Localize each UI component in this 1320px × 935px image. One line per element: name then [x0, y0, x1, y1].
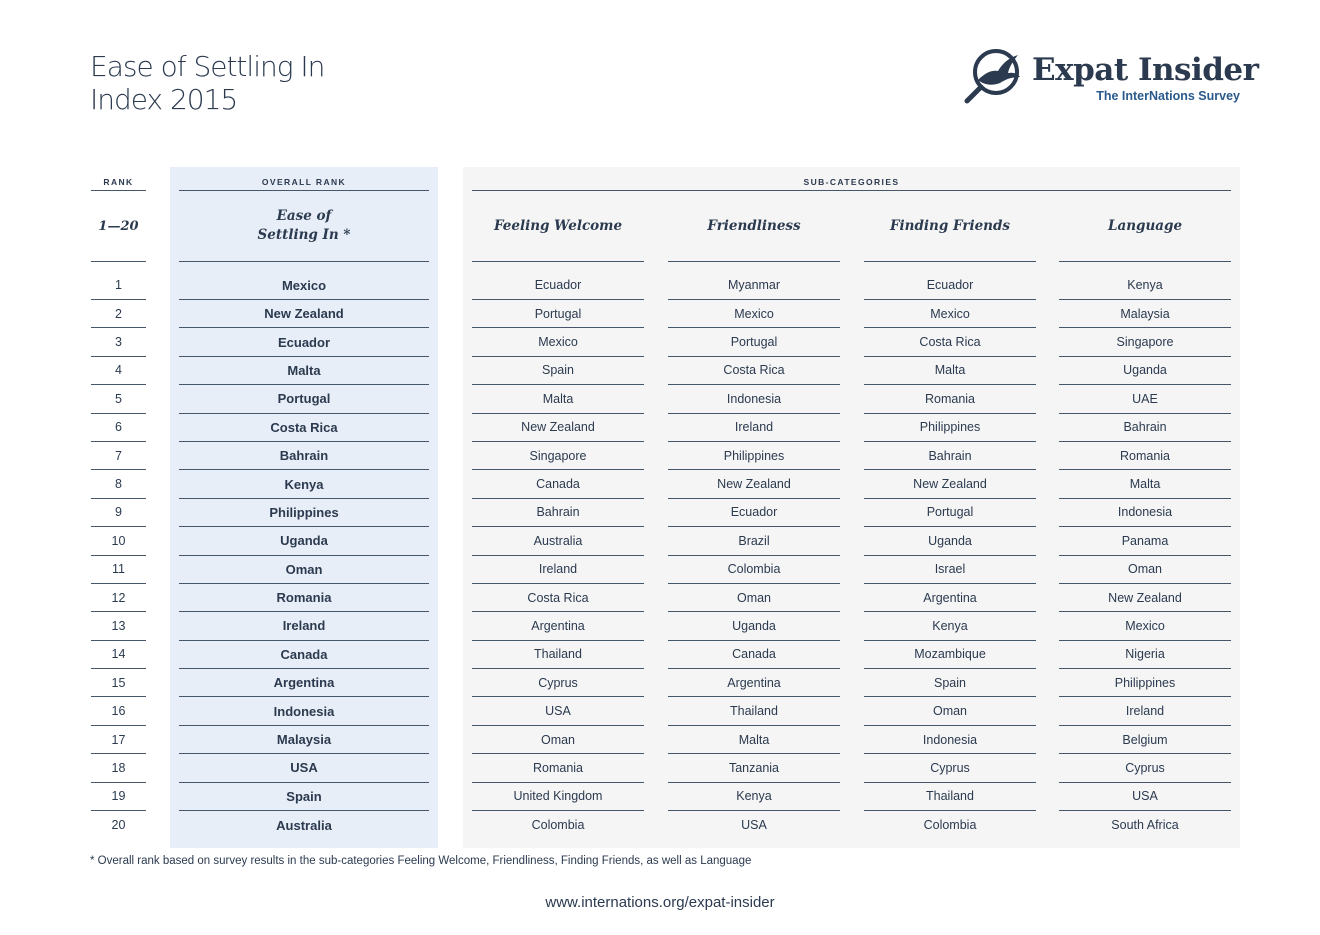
table-cell: 18 — [91, 754, 146, 782]
table-cell: Malaysia — [179, 726, 429, 754]
feeling-welcome-column — [472, 167, 644, 839]
overall-column — [179, 167, 429, 839]
table-cell: Thailand — [668, 697, 840, 725]
table-cell: Australia — [276, 817, 332, 833]
table-cell: Uganda — [668, 612, 840, 640]
table-cell: Portugal — [472, 300, 644, 328]
table-cell: Kenya — [179, 470, 429, 498]
table-cell: New Zealand — [864, 470, 1036, 498]
table-cell: Myanmar — [668, 271, 840, 300]
page-title-line1: Ease of Settling In — [90, 50, 325, 83]
table-cell: Spain — [179, 783, 429, 811]
table-cell: 12 — [91, 584, 146, 612]
table-cell: Canada — [179, 641, 429, 669]
table-cell: Portugal — [864, 499, 1036, 527]
table-cell: Costa Rica — [864, 328, 1036, 356]
table-cell: Costa Rica — [472, 584, 644, 612]
table-cell: 15 — [91, 669, 146, 697]
table-cell: Argentina — [179, 669, 429, 697]
table-cell: Uganda — [1059, 357, 1231, 385]
table-cell: 2 — [91, 300, 146, 328]
table-cell: Costa Rica — [179, 414, 429, 442]
table-cell: United Kingdom — [472, 783, 644, 811]
table-cell: Cyprus — [864, 754, 1036, 782]
table-cell: Mexico — [179, 271, 429, 300]
website-url[interactable]: www.internations.org/expat-insider — [545, 894, 775, 911]
table-cell: 5 — [91, 385, 146, 413]
table-cell: Argentina — [472, 612, 644, 640]
table-cell: Singapore — [472, 442, 644, 470]
language-rows — [1059, 262, 1231, 839]
table-cell: UAE — [1059, 385, 1231, 413]
table-cell: Mexico — [668, 300, 840, 328]
table-cell: 19 — [91, 783, 146, 811]
table-cell: Romania — [864, 385, 1036, 413]
table-cell: Ecuador — [179, 328, 429, 356]
table-cell: Costa Rica — [668, 357, 840, 385]
table-cell: Ireland — [472, 556, 644, 584]
table-cell: Ecuador — [668, 499, 840, 527]
rank-range: 1—20 — [91, 191, 146, 262]
table-cell: 6 — [91, 414, 146, 442]
overall-title-line2: Settling In * — [257, 227, 351, 243]
table-cell: Cyprus — [472, 669, 644, 697]
table-cell: Colombia — [531, 818, 585, 833]
overall-rows — [179, 262, 429, 839]
feeling-welcome-rows — [472, 262, 644, 839]
table-cell: Bahrain — [179, 442, 429, 470]
page-title-line2: Index 2015 — [90, 83, 238, 116]
friendliness-header: Friendliness — [668, 191, 840, 262]
table-cell: USA — [179, 754, 429, 782]
table-cell: 11 — [91, 556, 146, 584]
table-cell: Indonesia — [179, 697, 429, 725]
table-cell: Ireland — [1059, 697, 1231, 725]
table-cell: Malta — [864, 357, 1036, 385]
table-cell: Uganda — [864, 527, 1036, 555]
table-cell: Canada — [668, 641, 840, 669]
friendliness-rows — [668, 262, 840, 839]
table-cell: Bahrain — [864, 442, 1036, 470]
magnifier-bird-icon — [962, 46, 1026, 106]
table-cell: 1 — [91, 271, 146, 300]
table-cell: New Zealand — [472, 414, 644, 442]
table-cell: Colombia — [923, 818, 977, 833]
friendliness-column — [668, 167, 840, 839]
table-cell: 4 — [91, 357, 146, 385]
table-cell: Mexico — [1059, 612, 1231, 640]
table-cell: Brazil — [668, 527, 840, 555]
table-cell: Spain — [472, 357, 644, 385]
table-cell: Indonesia — [1059, 499, 1231, 527]
table-cell: Uganda — [179, 527, 429, 555]
table-cell: Cyprus — [1059, 754, 1231, 782]
table-cell: Panama — [1059, 527, 1231, 555]
table-cell: Portugal — [179, 385, 429, 413]
logo-name: Expat Insider — [1032, 52, 1259, 88]
table-cell: Philippines — [1059, 669, 1231, 697]
table-cell: Australia — [472, 527, 644, 555]
logo-subtitle: The InterNations Survey — [1096, 89, 1240, 103]
footnote: * Overall rank based on survey results in the sub-categories Feeling Welcome, Friendliness, Finding Friends, as well as Language — [90, 855, 752, 867]
table-cell: Mexico — [472, 328, 644, 356]
overall-title-line1: Ease of — [276, 208, 332, 224]
table-cell: 10 — [91, 527, 146, 555]
subcategories-label: SUB-CATEGORIES — [472, 167, 1231, 191]
table-cell: Nigeria — [1059, 641, 1231, 669]
table-cell: Romania — [1059, 442, 1231, 470]
finding-friends-header: Finding Friends — [864, 191, 1036, 262]
table-cell: 16 — [91, 697, 146, 725]
table-cell: Oman — [1059, 556, 1231, 584]
table-cell: USA — [1059, 783, 1231, 811]
table-cell: Philippines — [179, 499, 429, 527]
table-cell: Malta — [472, 385, 644, 413]
table-cell: Ecuador — [472, 271, 644, 300]
table-cell: USA — [472, 697, 644, 725]
table-cell: Malaysia — [1059, 300, 1231, 328]
table-cell: USA — [741, 818, 767, 833]
table-cell: Portugal — [668, 328, 840, 356]
table-cell: Colombia — [668, 556, 840, 584]
table-cell: Mozambique — [864, 641, 1036, 669]
overall-title — [179, 191, 429, 262]
table-cell: Oman — [668, 584, 840, 612]
table-cell: Bahrain — [1059, 414, 1231, 442]
table-cell: 17 — [91, 726, 146, 754]
table-cell: Ireland — [668, 414, 840, 442]
table-cell: Belgium — [1059, 726, 1231, 754]
rank-header: RANK — [91, 167, 146, 191]
finding-friends-column — [864, 167, 1036, 839]
expat-insider-logo — [962, 46, 1259, 106]
table-cell: Bahrain — [472, 499, 644, 527]
table-cell: Indonesia — [864, 726, 1036, 754]
table-cell: Singapore — [1059, 328, 1231, 356]
table-cell: New Zealand — [179, 300, 429, 328]
overall-rank-header: OVERALL RANK — [179, 167, 429, 191]
table-cell: Israel — [864, 556, 1036, 584]
rank-rows — [91, 262, 146, 839]
table-cell: Kenya — [864, 612, 1036, 640]
table-cell: 3 — [91, 328, 146, 356]
table-cell: Thailand — [472, 641, 644, 669]
table-cell: Malta — [179, 357, 429, 385]
language-header: Language — [1059, 191, 1231, 262]
table-cell: Kenya — [668, 783, 840, 811]
table-cell: 20 — [111, 818, 126, 833]
table-cell: 13 — [91, 612, 146, 640]
table-cell: Canada — [472, 470, 644, 498]
table-cell: Romania — [472, 754, 644, 782]
table-cell: Philippines — [668, 442, 840, 470]
table-cell: Spain — [864, 669, 1036, 697]
table-cell: New Zealand — [668, 470, 840, 498]
rank-column — [91, 167, 146, 839]
table-cell: Oman — [179, 556, 429, 584]
language-column — [1059, 167, 1231, 839]
table-cell: Argentina — [668, 669, 840, 697]
table-cell: Malta — [668, 726, 840, 754]
table-cell: Thailand — [864, 783, 1036, 811]
table-cell: Oman — [472, 726, 644, 754]
table-cell: Ireland — [179, 612, 429, 640]
table-cell: Malta — [1059, 470, 1231, 498]
table-cell: 7 — [91, 442, 146, 470]
page-title — [90, 50, 324, 116]
table-cell: Philippines — [864, 414, 1036, 442]
table-cell: Kenya — [1059, 271, 1231, 300]
table-cell: 8 — [91, 470, 146, 498]
feeling-welcome-header: Feeling Welcome — [472, 191, 644, 262]
table-cell: Ecuador — [864, 271, 1036, 300]
table-cell: 14 — [91, 641, 146, 669]
table-cell: Indonesia — [668, 385, 840, 413]
table-cell: Argentina — [864, 584, 1036, 612]
table-cell: Oman — [864, 697, 1036, 725]
table-cell: New Zealand — [1059, 584, 1231, 612]
table-cell: Tanzania — [668, 754, 840, 782]
table-cell: Romania — [179, 584, 429, 612]
finding-friends-rows — [864, 262, 1036, 839]
table-cell: Mexico — [864, 300, 1036, 328]
table-cell: 9 — [91, 499, 146, 527]
table-cell: South Africa — [1111, 818, 1179, 833]
